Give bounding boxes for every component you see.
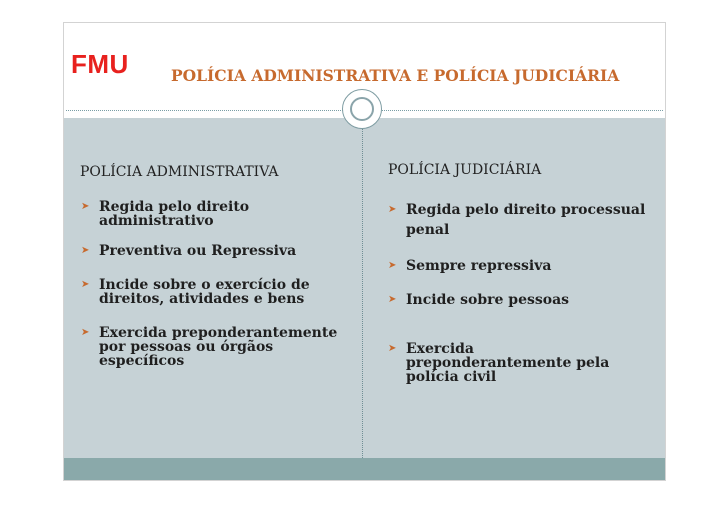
arrow-bullet-icon: ➤: [388, 343, 397, 354]
arrow-bullet-icon: ➤: [388, 204, 397, 215]
right-column-heading: POLÍCIA JUDICIÁRIA: [388, 162, 542, 178]
arrow-bullet-icon: ➤: [81, 327, 90, 338]
list-item-text: Preventiva ou Repressiva: [99, 243, 297, 259]
circle-ornament-inner: [350, 97, 374, 121]
arrow-bullet-icon: ➤: [388, 260, 397, 271]
column-divider: [362, 118, 363, 458]
list-item-text: Incide sobre o exercício de direitos, atividades e bens: [99, 277, 310, 307]
circle-ornament-icon: [342, 89, 382, 129]
list-item-text: Sempre repressiva: [406, 258, 552, 274]
list-item: [81, 244, 331, 258]
list-item-text: Incide sobre pessoas: [406, 292, 570, 308]
arrow-bullet-icon: ➤: [388, 294, 397, 305]
list-item-text: Regida pelo direito administrativo: [99, 199, 250, 229]
arrow-bullet-icon: ➤: [81, 279, 90, 290]
list-item: [81, 200, 326, 228]
list-item: [388, 200, 658, 240]
left-column-heading: POLÍCIA ADMINISTRATIVA: [80, 164, 279, 180]
list-item: [81, 326, 346, 368]
fmu-logo: FMU: [71, 49, 129, 79]
list-item: [388, 256, 638, 276]
list-item: [388, 290, 638, 310]
arrow-bullet-icon: ➤: [81, 245, 90, 256]
list-item: [81, 278, 331, 306]
arrow-bullet-icon: ➤: [81, 201, 90, 212]
list-item-text: Exercida preponderantemente pela polícia civil: [406, 341, 610, 385]
list-item-text: Regida pelo direito processual penal: [406, 202, 646, 238]
list-item-text: Exercida preponderantemente por pessoas ou órgãos específicos: [99, 325, 338, 369]
footer-bar: [64, 458, 665, 480]
list-item: [388, 342, 628, 384]
slide-title: POLÍCIA ADMINISTRATIVA E POLÍCIA JUDICIÁRIA: [171, 66, 620, 85]
